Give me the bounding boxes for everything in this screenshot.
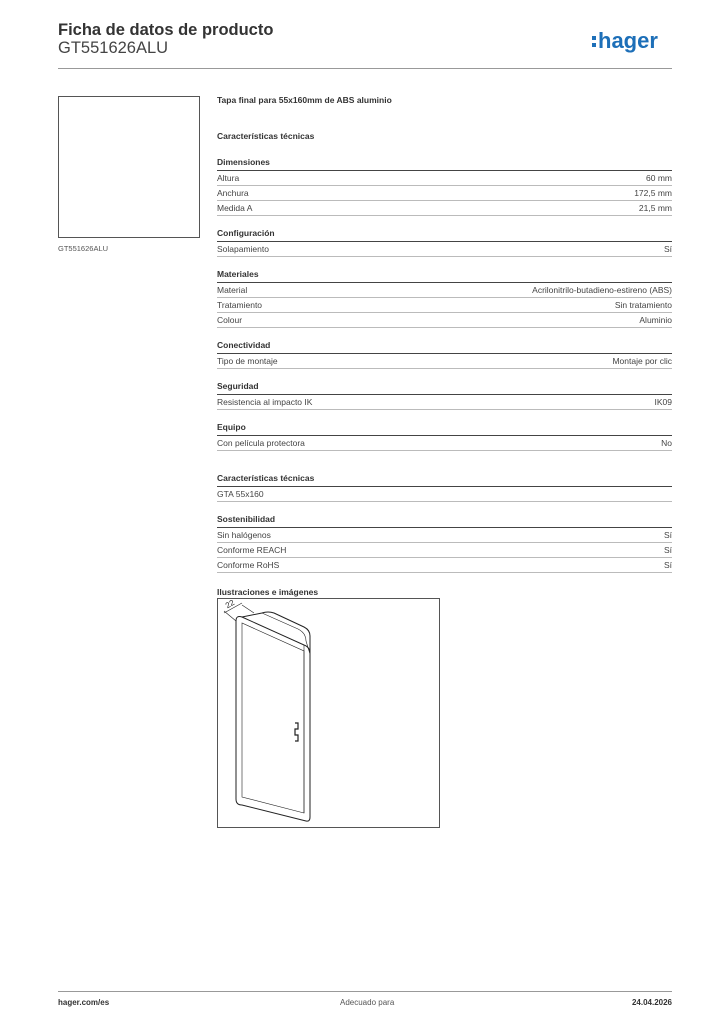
spec-value: 21,5 mm [638,203,672,213]
spec-label: Material [217,285,248,295]
spec-row [217,543,672,558]
spec-value: 172,5 mm [634,188,672,198]
section-title: Seguridad [217,379,672,395]
spec-label: Conforme REACH [217,545,287,555]
section-title: Dimensiones [217,155,672,171]
product-description: Tapa final para 55x160mm de ABS aluminio [217,95,392,105]
product-code: GT551626ALU [58,39,169,57]
spec-row [217,487,672,502]
spec-label: Sin halógenos [217,530,271,540]
thumbnail-caption: GT551626ALU [58,244,109,253]
spec-label: Resistencia al impacto IK [217,397,313,407]
spec-row [217,242,672,257]
spec-value: No [661,438,672,448]
spec-section-sustainability [217,512,672,573]
spec-value: Sin tratamiento [614,300,672,310]
section-title: Configuración [217,226,672,242]
spec-value: Sí [663,560,672,570]
spec-label: GTA 55x160 [217,489,264,499]
hager-logo [592,27,672,55]
spec-label: Colour [217,315,243,325]
illustrations-title: Ilustraciones e imágenes [217,587,319,597]
spec-label: Tratamiento [217,300,263,310]
section-title: Materiales [217,267,672,283]
end-cap-drawing [218,599,439,827]
spec-content [217,95,672,600]
spec-value: Aluminio [639,315,672,325]
tech-heading: Características técnicas [217,131,315,141]
spec-row [217,283,672,298]
spec-value: 60 mm [646,173,672,183]
footer-website: hager.com/es [58,998,110,1007]
section-title: Conectividad [217,338,672,354]
footer-suitable-for: Adecuado para [340,998,395,1007]
section-title: Equipo [217,420,672,436]
spec-row [217,298,672,313]
spec-label: Altura [217,173,240,183]
header-divider [58,68,672,69]
spec-section [217,226,672,257]
spec-label: Medida A [217,203,253,213]
spec-section [217,155,672,216]
spec-row [217,528,672,543]
footer-date: 24.04.2026 [631,998,672,1007]
product-thumbnail [58,96,200,238]
dimension-label: 22 [223,599,237,611]
spec-label: Tipo de montaje [217,356,278,366]
section-title: Sostenibilidad [217,512,672,528]
spec-value: Montaje por clic [612,356,672,366]
spec-value: Sí [663,545,672,555]
spec-row [217,201,672,216]
spec-row [217,354,672,369]
spec-value: Acrilonitrilo-butadieno-estireno (ABS) [532,285,672,295]
section-title: Características técnicas [217,471,672,487]
spec-row [217,395,672,410]
spec-section [217,379,672,410]
spec-row [217,313,672,328]
spec-label: Anchura [217,188,249,198]
spec-label: Conforme RoHS [217,560,280,570]
footer-divider [58,991,672,992]
spec-value: Sí [663,530,672,540]
spec-row [217,171,672,186]
product-drawing [217,598,440,828]
spec-row [217,558,672,573]
spec-section [217,420,672,451]
document-title: Ficha de datos de producto [58,21,274,39]
spec-value: IK09 [654,397,672,407]
spec-label: Con película protectora [217,438,305,448]
spec-row [217,186,672,201]
spec-row [217,436,672,451]
spec-section-tech2 [217,471,672,502]
spec-label: Solapamiento [217,244,269,254]
logo-text: hager [598,28,658,53]
spec-section [217,338,672,369]
spec-sections [217,155,672,451]
spec-value: Sí [663,244,672,254]
spec-section [217,267,672,328]
